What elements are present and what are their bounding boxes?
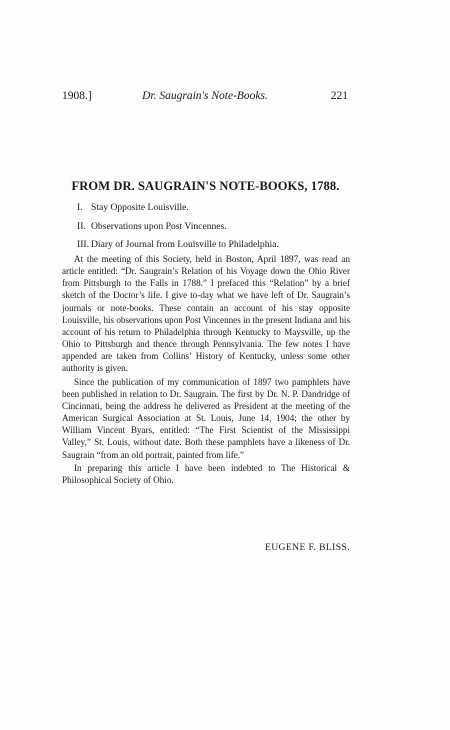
section-text: Diary of Journal from Louisville to Philadelphia. [91, 239, 279, 250]
section-text: Stay Opposite Louisville. [91, 202, 189, 213]
section-item [77, 199, 352, 218]
running-head-title: Dr. Saugrain's Note-Books. [142, 90, 268, 102]
author-signature: EUGENE F. BLISS. [264, 542, 350, 553]
section-numeral: II. [77, 220, 86, 232]
paragraph: At the meeting of this Society, held in Boston, April 1897, was read an article entitled: “Dr. Saugrain’s Relation of his Voyage down the Ohio River from Pittsburgh to the Falls in 1788.” I prefaced this “Relation” by a brief sketch of the Doctor’s life. I give to-day what we have left of Dr. Saugrain’s journals or note-books. These contain an account of his stay opposite Louisville, his observations upon Post Vincennes in the present Indiana and his account of his return to Philadelphia through Kentucky to Maysville, up the Ohio to Pittsburgh and thence through Pennsylvania. The few notes I have appended are taken from Collins’ History of Kentucky, unless some other authority is given. [62, 254, 350, 374]
section-list [77, 199, 352, 255]
page-number: 221 [330, 90, 348, 102]
article-title: FROM DR. SAUGRAIN'S NOTE-BOOKS, 1788. [71, 179, 340, 193]
section-item [77, 218, 352, 237]
section-item [77, 236, 352, 255]
paragraph: In preparing this article I have been indebted to The Historical & Philosophical Society of Ohio. [62, 462, 350, 485]
running-head-date: 1908.] [62, 90, 92, 102]
running-head [62, 88, 348, 104]
paragraph: Since the publication of my communication of 1897 two pamphlets have been published in relation to Dr. Saugrain. The first by Dr. N. P. Dandridge of Cincinnati, being the address he delivered as President at the meeting of the American Surgical Association at St. Louis, June 14, 1904; the other by William Vincent Byars, entitled: “The First Scientist of the Mississippi Valley,” St. Louis, without date. Both these pamphlets have a likeness of Dr. Saugrain “from an old portrait, painted from life.” [62, 376, 350, 460]
section-numeral: I. [77, 202, 83, 213]
section-numeral: III. [77, 239, 89, 250]
section-text: Observations upon Post Vincennes. [91, 220, 227, 232]
article-body [62, 253, 350, 487]
